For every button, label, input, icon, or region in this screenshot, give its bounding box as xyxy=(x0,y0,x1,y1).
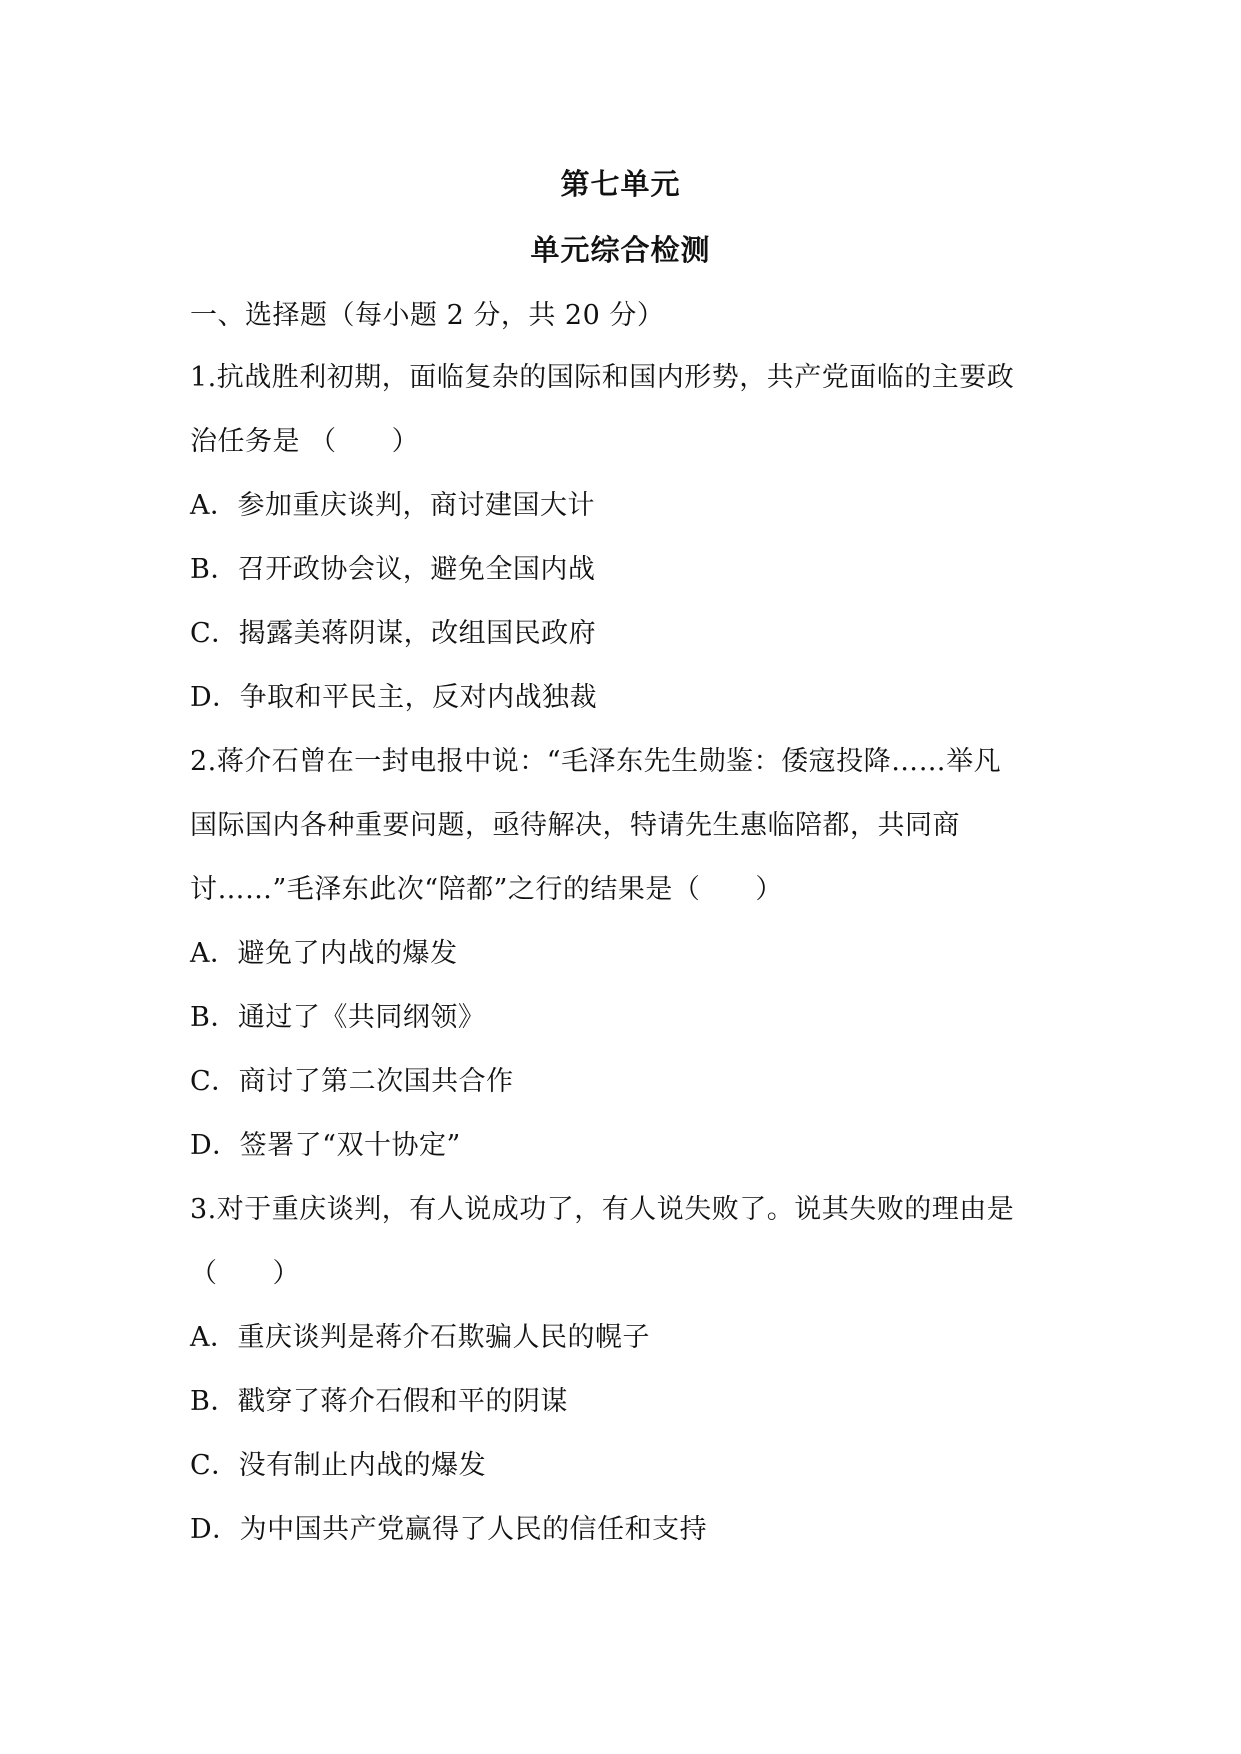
question-1-stem-line-2: 治任务是 （ ） xyxy=(190,426,420,457)
question-2-option-d: D．签署了“双十协定” xyxy=(190,1130,461,1161)
question-1-option-a: A．参加重庆谈判，商讨建国大计 xyxy=(190,490,595,521)
question-2-stem-line-3: 讨……”毛泽东此次“陪都”之行的结果是（ ） xyxy=(190,874,783,905)
question-1-stem-line-1: 1.抗战胜利初期，面临复杂的国际和国内形势，共产党面临的主要政 xyxy=(190,362,1015,393)
question-3-option-c: C．没有制止内战的爆发 xyxy=(190,1450,487,1481)
question-2-option-a: A．避免了内战的爆发 xyxy=(190,938,458,969)
question-1-option-d: D．争取和平民主，反对内战独裁 xyxy=(190,682,598,713)
question-2-stem-line-2: 国际国内各种重要问题，亟待解决，特请先生惠临陪都，共同商 xyxy=(190,810,960,841)
question-2-stem-line-1: 2.蒋介石曾在一封电报中说：“毛泽东先生勋鉴：倭寇投降……举凡 xyxy=(190,746,1002,777)
question-3-stem-line-1: 3.对于重庆谈判，有人说成功了，有人说失败了。说其失败的理由是 xyxy=(190,1194,1015,1225)
question-3-stem-line-2: （ ） xyxy=(190,1258,300,1289)
section-heading: 一、选择题（每小题 2 分，共 20 分） xyxy=(190,300,665,331)
question-2-option-c: C．商讨了第二次国共合作 xyxy=(190,1066,514,1097)
question-3-option-d: D．为中国共产党赢得了人民的信任和支持 xyxy=(190,1514,708,1545)
unit-title: 第七单元 xyxy=(560,167,681,201)
question-3-option-a: A．重庆谈判是蒋介石欺骗人民的幌子 xyxy=(190,1322,650,1353)
question-2-option-b: B．通过了《共同纲领》 xyxy=(190,1002,486,1033)
question-3-option-b: B．戳穿了蒋介石假和平的阴谋 xyxy=(190,1386,568,1417)
test-title: 单元综合检测 xyxy=(530,233,711,267)
question-1-option-c: C．揭露美蒋阴谋，改组国民政府 xyxy=(190,618,597,649)
question-1-option-b: B．召开政协会议，避免全国内战 xyxy=(190,554,596,585)
